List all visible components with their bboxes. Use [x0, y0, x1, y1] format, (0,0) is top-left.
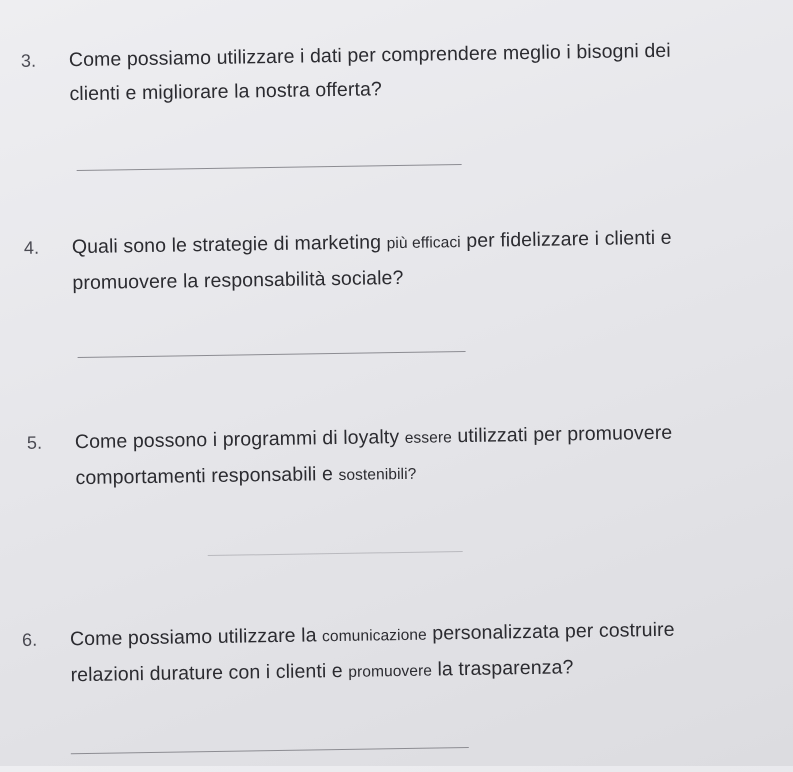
question-6-text-b: comunicazione: [321, 626, 427, 646]
question-4-text-line-2: promuovere la responsabilità sociale?: [72, 266, 404, 295]
answer-line-3[interactable]: [77, 164, 462, 171]
question-6: [22, 611, 763, 695]
question-6-text-a: Come possiamo utilizzare la: [69, 624, 323, 651]
question-5-text-2b: sostenibili?: [338, 465, 417, 484]
question-4-text-b: più efficaci: [386, 234, 461, 253]
question-5-text-a: Come possono i programmi di loyalty: [74, 425, 405, 454]
question-3-number: 3.: [20, 50, 37, 71]
question-6-text-2c: la trasparenza?: [431, 656, 574, 681]
question-6-text-2a: relazioni durature con i clienti e: [70, 659, 349, 687]
question-5: [27, 414, 768, 498]
question-6-text-2b: promuovere: [348, 662, 433, 681]
question-3-text-line-2: clienti e migliorare la nostra offerta?: [69, 78, 383, 106]
answer-line-5[interactable]: [208, 551, 463, 556]
question-4-text-c: per fidelizzare i clienti e: [460, 226, 672, 253]
question-5-text-c: utilizzati per promuovere: [451, 421, 673, 448]
question-6-text-c: personalizzata per costruire: [426, 618, 675, 645]
question-6-number: 6.: [21, 629, 38, 650]
question-5-text-b: essere: [404, 429, 452, 447]
answer-line-6[interactable]: [71, 747, 469, 754]
question-3-text-line-1: Come possiamo utilizzare i dati per comprendere meglio i bisogni dei: [68, 39, 671, 72]
question-5-number: 5.: [26, 432, 43, 453]
question-5-text-2a: comportamenti responsabili e: [75, 462, 339, 490]
answer-line-4[interactable]: [78, 351, 466, 358]
question-3: [21, 32, 762, 112]
question-4: [24, 219, 765, 301]
question-4-text-a: Quali sono le strategie di marketing: [71, 231, 387, 259]
question-4-number: 4.: [23, 237, 40, 258]
